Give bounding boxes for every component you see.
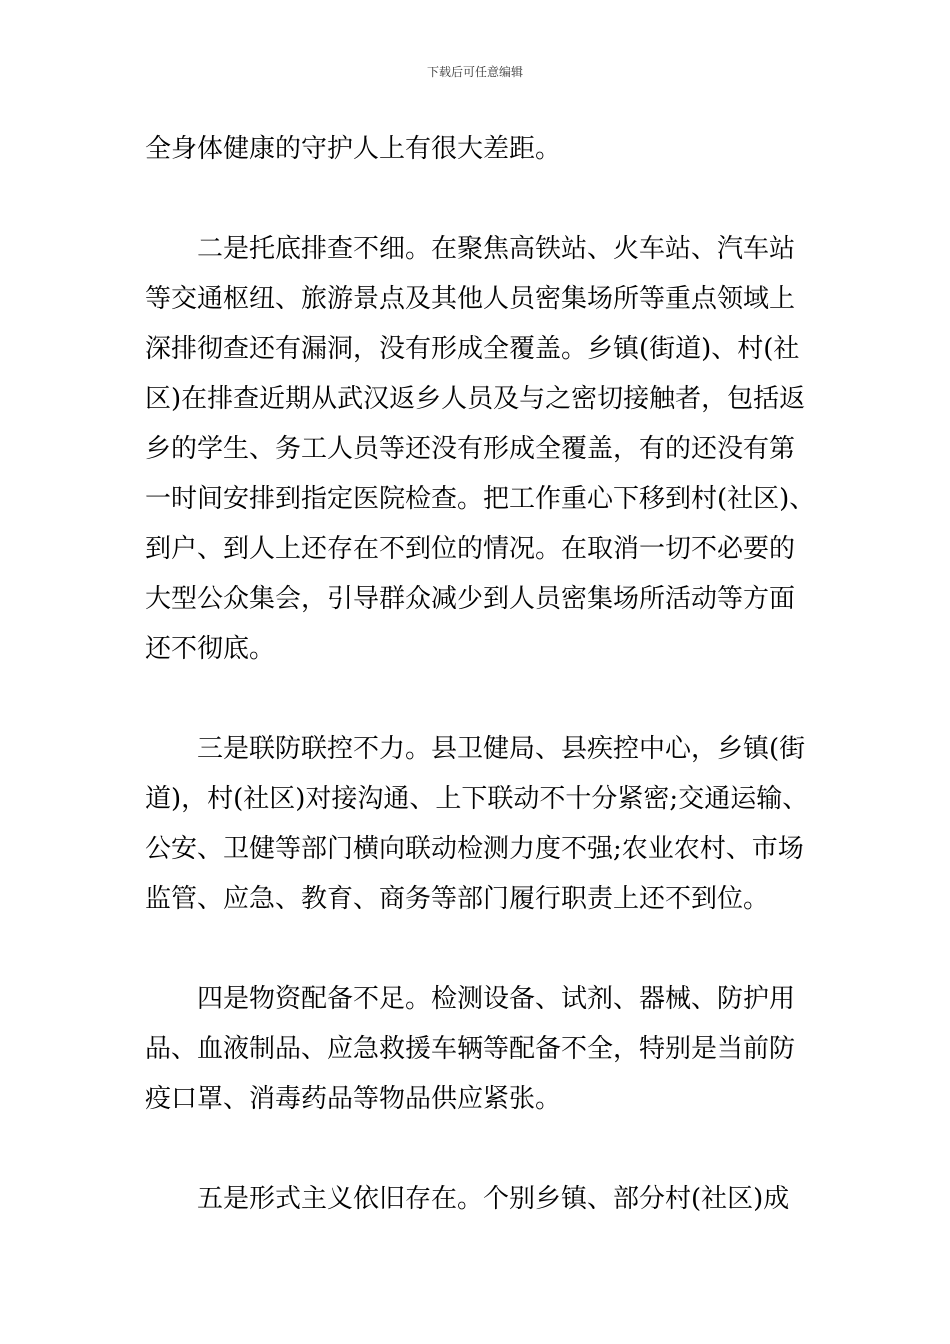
text-line: 四是物资配备不足。检测设备、试剂、器械、防护用 bbox=[145, 984, 796, 1014]
text-line: 疫口罩、消毒药品等物品供应紧张。 bbox=[145, 1084, 562, 1114]
text-line: 全身体健康的守护人上有很大差距。 bbox=[145, 134, 562, 164]
text-line: 公安、卫健等部门横向联动检测力度不强;农业农村、市场 bbox=[145, 834, 804, 864]
text-line: 到户、到人上还存在不到位的情况。在取消一切不必要的 bbox=[145, 534, 796, 564]
text-line: 监管、应急、教育、商务等部门履行职责上还不到位。 bbox=[145, 884, 770, 914]
paragraph-1 bbox=[145, 124, 821, 174]
text-line: 还不彻底。 bbox=[145, 634, 276, 664]
text-line: 等交通枢纽、旅游景点及其他人员密集场所等重点领域上 bbox=[145, 284, 796, 314]
paragraph-gap bbox=[145, 924, 821, 974]
paragraph-gap bbox=[145, 174, 821, 224]
text-line: 大型公众集会，引导群众减少到人员密集场所活动等方面 bbox=[145, 584, 796, 614]
document-body bbox=[145, 124, 821, 1224]
text-line: 乡的学生、务工人员等还没有形成全覆盖，有的还没有第 bbox=[145, 434, 796, 464]
paragraph-3 bbox=[145, 724, 821, 924]
paragraph-4 bbox=[145, 974, 821, 1124]
paragraph-gap bbox=[145, 1124, 821, 1174]
text-line: 道)，村(社区)对接沟通、上下联动不十分紧密;交通运输、 bbox=[145, 784, 809, 814]
text-line: 五是形式主义依旧存在。个别乡镇、部分村(社区)成 bbox=[145, 1184, 790, 1214]
text-line: 二是托底排查不细。在聚焦高铁站、火车站、汽车站 bbox=[145, 234, 796, 264]
text-line: 一时间安排到指定医院检查。把工作重心下移到村(社区)、 bbox=[145, 484, 816, 514]
page-header: 下载后可任意编辑 bbox=[426, 65, 523, 79]
paragraph-5 bbox=[145, 1174, 821, 1224]
paragraph-2 bbox=[145, 224, 821, 674]
text-line: 深排彻查还有漏洞，没有形成全覆盖。乡镇(街道)、村(社 bbox=[145, 334, 800, 364]
text-line: 品、血液制品、应急救援车辆等配备不全，特别是当前防 bbox=[145, 1034, 796, 1064]
text-line: 三是联防联控不力。县卫健局、县疾控中心，乡镇(街 bbox=[145, 734, 806, 764]
text-line: 区)在排查近期从武汉返乡人员及与之密切接触者，包括返 bbox=[145, 384, 806, 414]
paragraph-gap bbox=[145, 674, 821, 724]
